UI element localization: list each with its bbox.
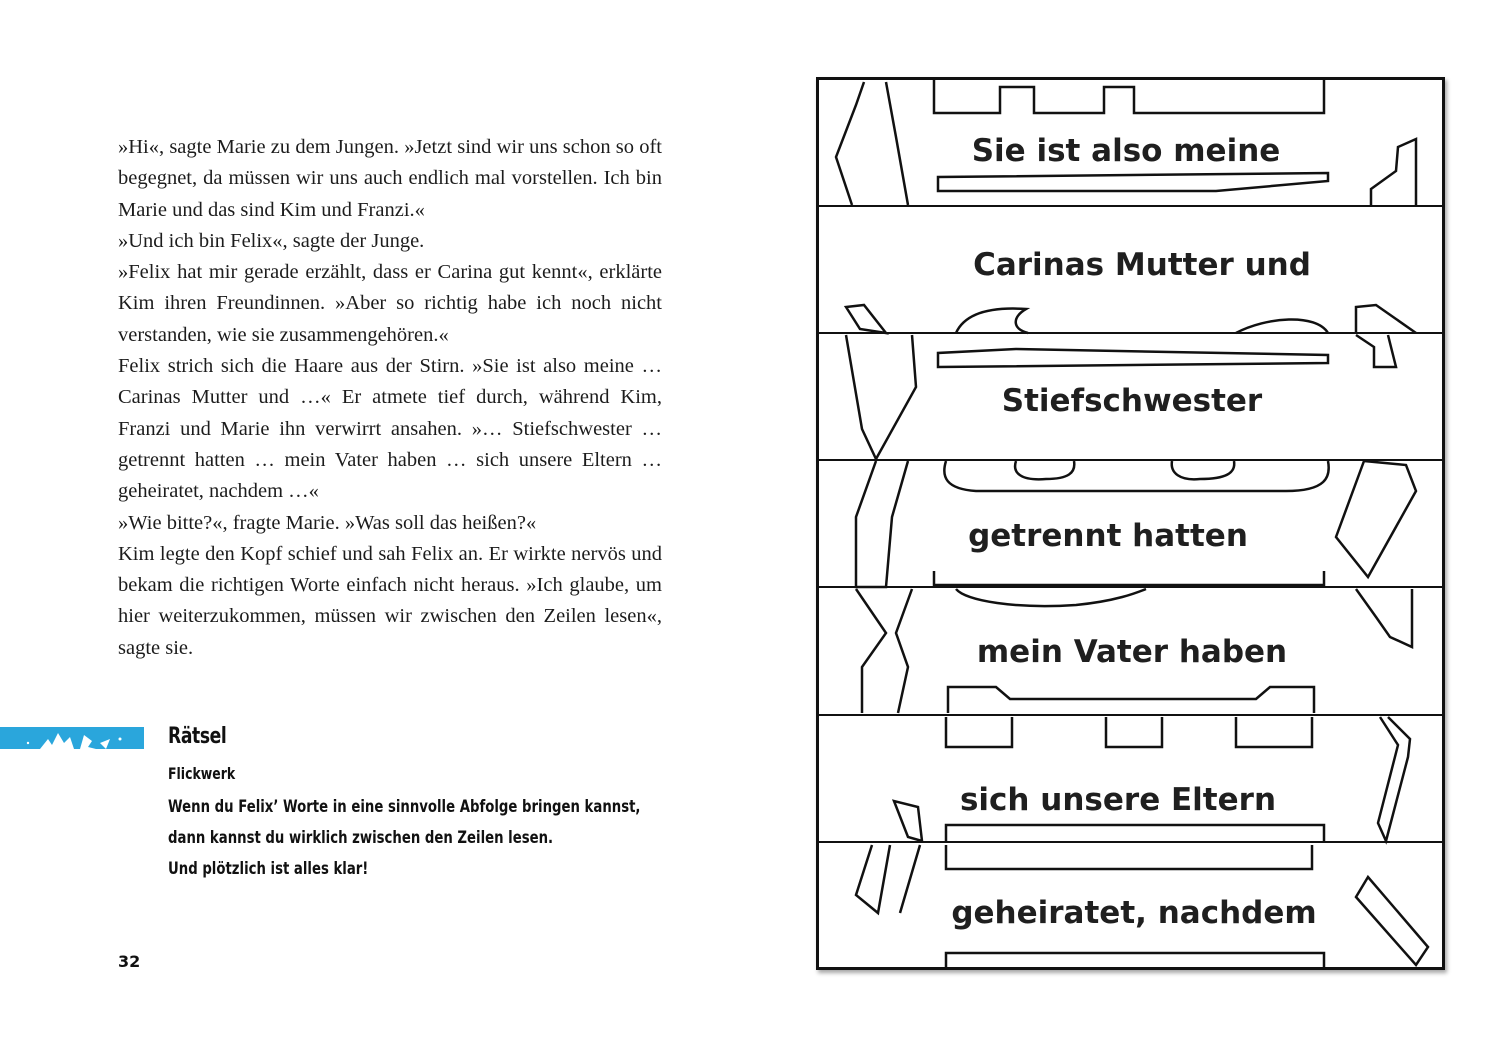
strip-text: Carinas Mutter und xyxy=(973,247,1311,283)
story-paragraph: »Felix hat mir gerade erzählt, dass er Carina gut kennt«, erklärte Kim ihren Freundinnen. »Aber so richtig habe ich noch nicht verstanden, wie sie zusammengehören.« xyxy=(118,261,662,346)
puzzle-line: Und plötzlich ist alles klar! xyxy=(168,859,369,879)
story-text xyxy=(118,132,662,664)
puzzle-instructions xyxy=(168,792,641,885)
puzzle-subheading: Flickwerk xyxy=(168,764,236,783)
puzzle-banner xyxy=(0,727,144,749)
puzzle-line: dann kannst du wirklich zwischen den Zeilen lesen. xyxy=(168,828,554,848)
strip-text: sich unsere Eltern xyxy=(959,782,1277,818)
word-strips-panel xyxy=(816,77,1445,970)
puzzle-heading: Rätsel xyxy=(168,724,227,749)
strip-text: Sie ist also meine xyxy=(971,133,1281,169)
story-paragraph: »Wie bitte?«, fragte Marie. »Was soll das heißen?« xyxy=(118,511,537,534)
story-paragraph: »Und ich bin Felix«, sagte der Junge. xyxy=(118,229,425,252)
strips-illustration xyxy=(816,77,1445,970)
strip-text: geheiratet, nachdem xyxy=(951,895,1317,931)
strip-text: getrennt hatten xyxy=(968,518,1248,554)
story-paragraph: »Hi«, sagte Marie zu dem Jungen. »Jetzt sind wir uns schon so oft begegnet, da müssen wir uns auch endlich mal vorstellen. Ich bin Marie und das sind Kim und Franzi.« xyxy=(118,136,662,221)
story-paragraph: Felix strich sich die Haare aus der Stirn. »Sie ist also meine … Carinas Mutter und …« Er atmete tief durch, während Kim, Franzi und Marie ihn verwirrt ansahen. »… Stiefschwester … getrennt hatten … mein Vater haben … sich unsere Eltern … geheiratet, nachdem …« xyxy=(118,355,662,503)
strip-text: Stiefschwester xyxy=(1001,383,1263,419)
puzzle-line: Wenn du Felix’ Worte in eine sinnvolle Abfolge bringen kannst, xyxy=(168,797,641,817)
strip-text: mein Vater haben xyxy=(976,634,1288,670)
splash-decoration xyxy=(0,727,144,749)
page-number: 32 xyxy=(118,952,141,971)
story-paragraph: Kim legte den Kopf schief und sah Felix an. Er wirkte nervös und bekam die richtigen Worte einfach nicht heraus. »Ich glaube, um hier weiterzukommen, müssen wir zwischen den Zeilen lesen«, sagte sie. xyxy=(118,542,662,659)
